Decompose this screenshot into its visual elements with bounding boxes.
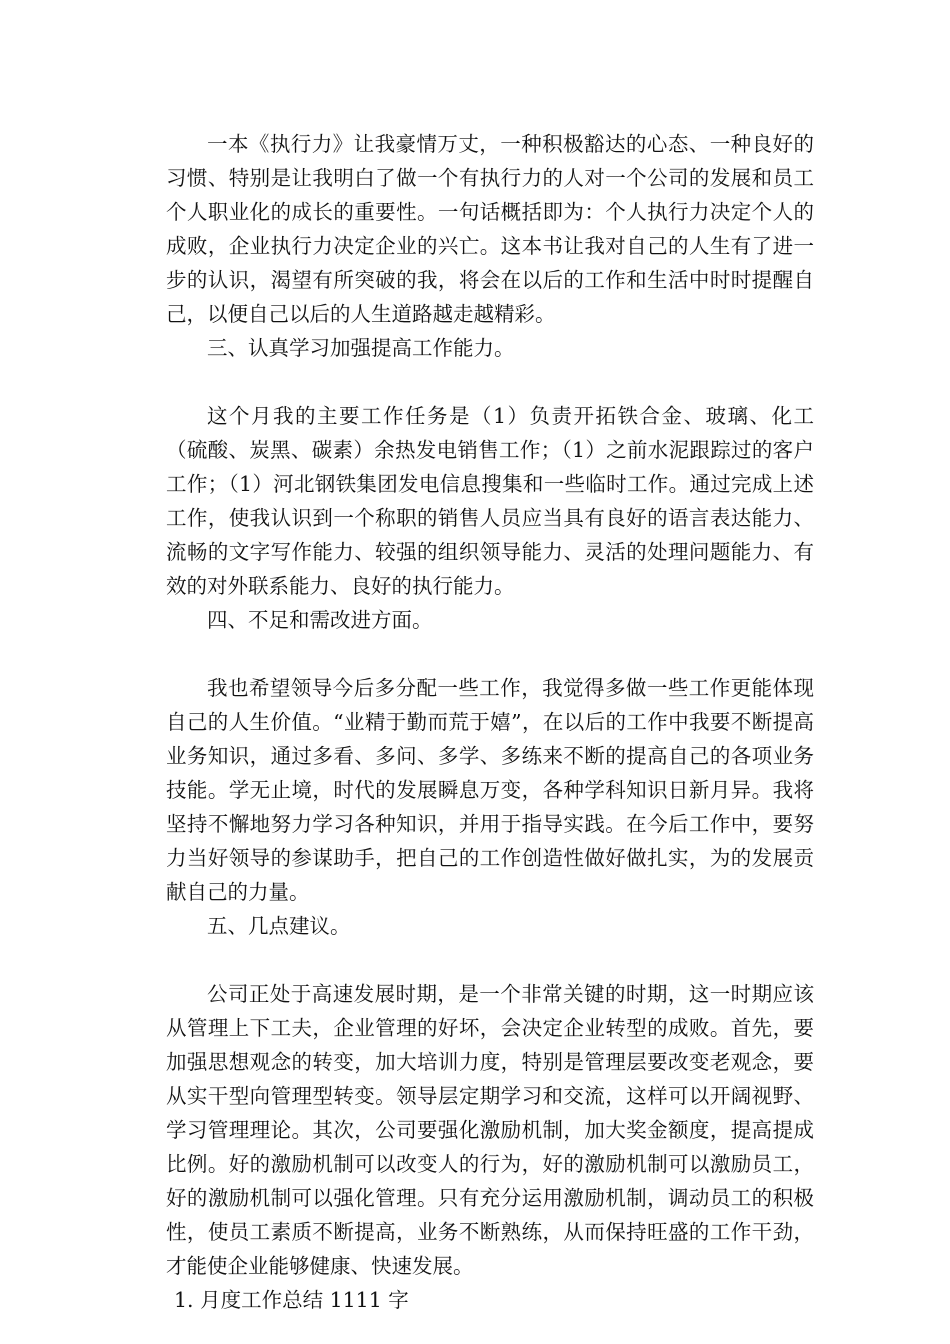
paragraph-main-tasks: 这个月我的主要工作任务是（1）负责开拓铁合金、玻璃、化工（硫酸、炭黑、碳素）余热发电销售工作；（1）之前水泥跟踪过的客户工作；（1）河北钢铁集团发电信息搜集和一些临时工作。通过完成上述工作，使我认识到一个称职的销售人员应当具有良好的语言表达能力、流畅的文字写作能力、较强的组织领导能力、灵活的处理问题能力、有效的对外联系能力、良好的执行能力。 [166, 404, 814, 598]
paragraph-execution-book: 一本《执行力》让我豪情万丈，一种积极豁达的心态、一种良好的习惯、特别是让我明白了做一个有执行力的人对一个公司的发展和员工个人职业化的成长的重要性。一句话概括即为：个人执行力决定个人的成败，企业执行力决定企业的兴亡。这本书让我对自己的人生有了进一步的认识，渴望有所突破的我，将会在以后的工作和生活中时时提醒自己，以便自己以后的人生道路越走越精彩。 [166, 132, 814, 326]
section-heading-three: 三、认真学习加强提高工作能力。 [207, 336, 515, 360]
document-body [166, 127, 814, 1317]
list-item-monthly-summary: 1. 月度工作总结 1111 字 [174, 1288, 409, 1312]
paragraph-suggestions: 公司正处于高速发展时期，是一个非常关键的时期，这一时期应该从管理上下工夫，企业管理的好坏，会决定企业转型的成败。首先，要加强思想观念的转变，加大培训力度，特别是管理层要改变老观念，要从实干型向管理型转变。领导层定期学习和交流，这样可以开阔视野、学习管理理论。其次，公司要强化激励机制，加大奖金额度，提高提成比例。好的激励机制可以改变人的行为，好的激励机制可以激励员工，好的激励机制可以强化管理。只有充分运用激励机制，调动员工的积极性，使员工素质不断提高，业务不断熟练，从而保持旺盛的工作干劲，才能使企业能够健康、快速发展。 [166, 982, 814, 1278]
section-heading-four: 四、不足和需改进方面。 [207, 608, 433, 632]
section-heading-five: 五、几点建议。 [207, 914, 351, 938]
paragraph-improvements: 我也希望领导今后多分配一些工作，我觉得多做一些工作更能体现自己的人生价值。“业精于勤而荒于嬉”，在以后的工作中我要不断提高业务知识，通过多看、多问、多学、多练来不断的提高自己的各项业务技能。学无止境，时代的发展瞬息万变，各种学科知识日新月异。我将坚持不懈地努力学习各种知识，并用于指导实践。在今后工作中，要努力当好领导的参谋助手，把自己的工作创造性做好做扎实，为的发展贡献自己的力量。 [166, 676, 814, 904]
